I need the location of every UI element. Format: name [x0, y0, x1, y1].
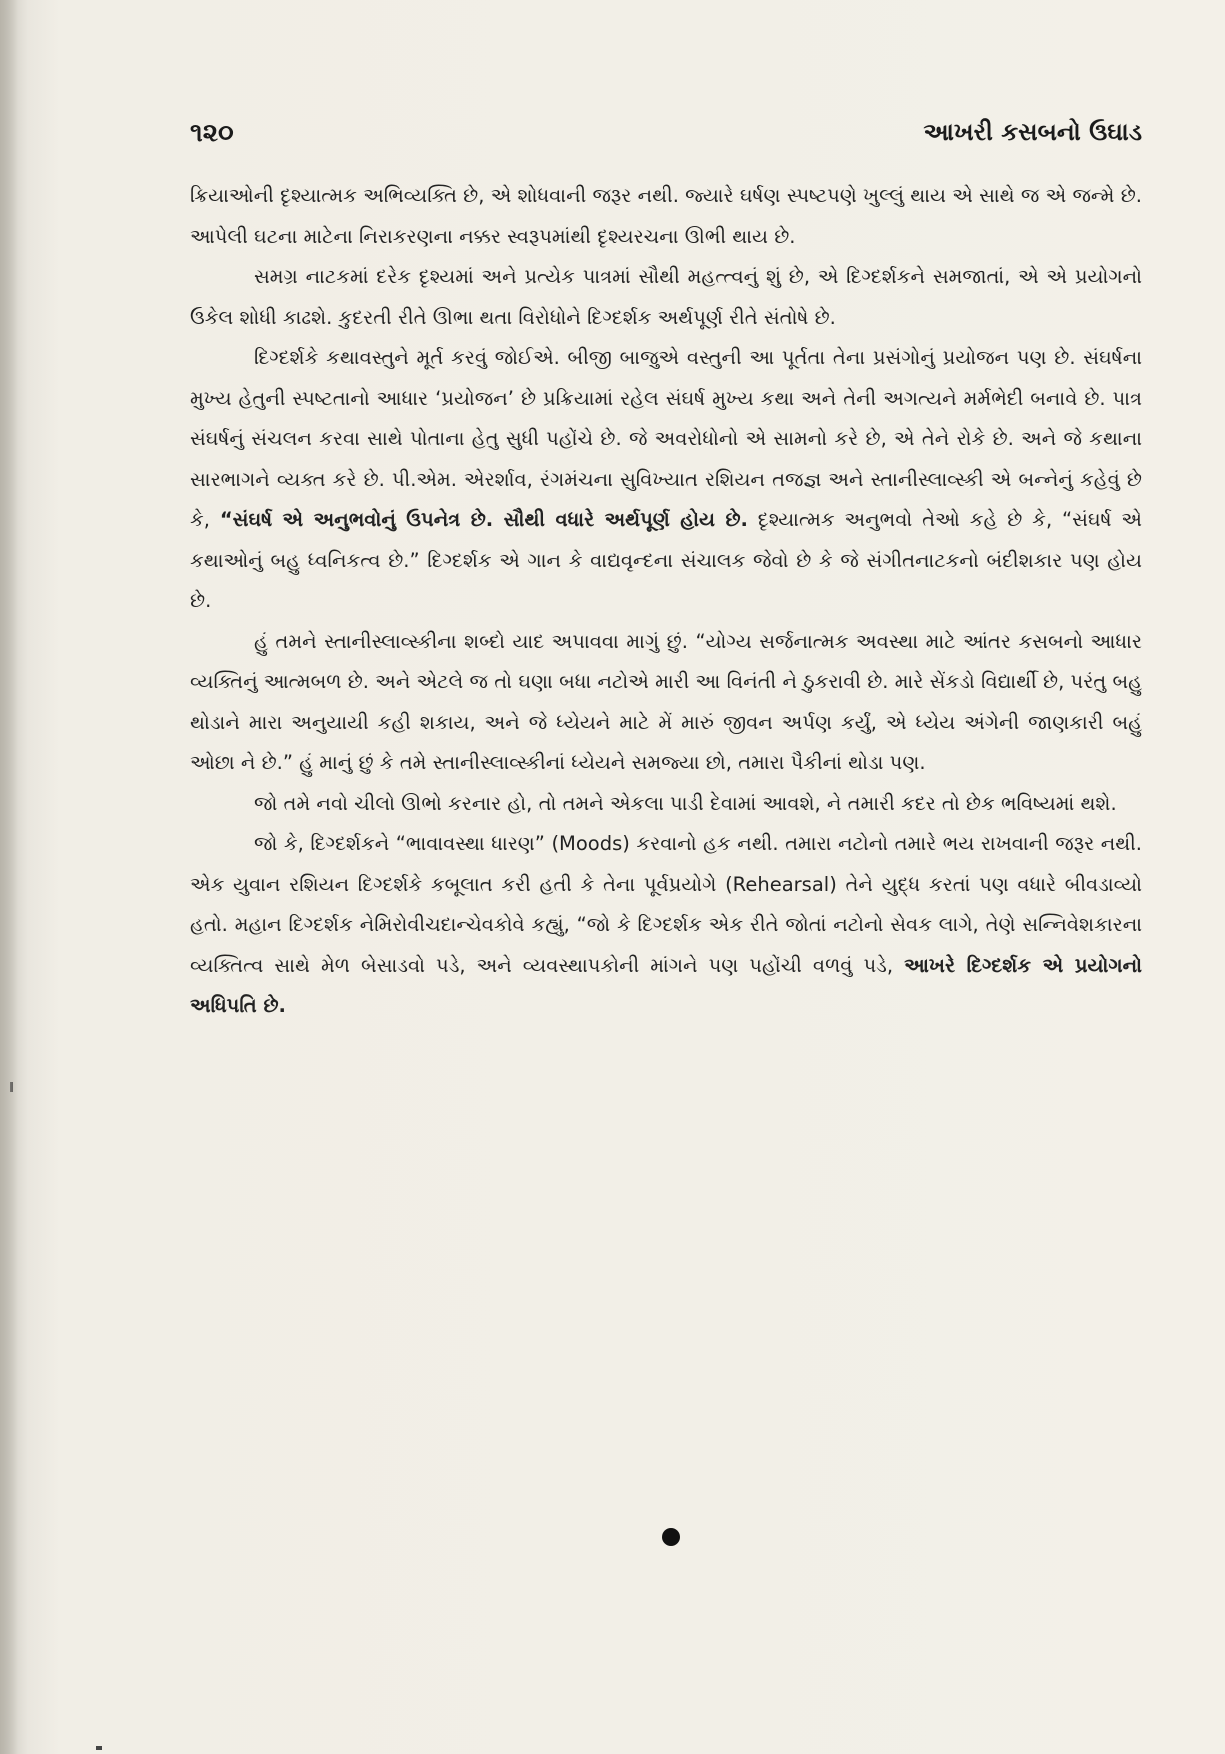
margin-mark	[96, 1746, 102, 1750]
bold-text: આખરે દિગ્દર્શક એ પ્રયોગનો અધિપતિ છે.	[190, 953, 1143, 1017]
paragraph	[190, 622, 1142, 784]
text-segment: દિગ્દર્શકે કથાવસ્તુને મૂર્ત કરવું જોઈએ. બીજી બાજુએ વસ્તુની આ પૂર્તતા તેના પ્રસંગોનું પ્રયોજન પણ છે. સંઘર્ષના મુખ્ય હેતુની સ્પષ્ટતાનો આધાર ‘પ્રયોજન’ છે પ્રક્રિયામાં રહેલ સંઘર્ષ મુખ્ય કથા અને તેની અગત્યને મર્મભેદી બનાવે છે. પાત્ર સંઘર્ષનું સંચલન કરવા સાથે પોતાના હેતુ સુધી પહોંચે છે. જે અવરોધોનો એ સામનો કરે છે, એ તેને રોકે છે. અને જે કથાના સારભાગને વ્યક્ત કરે છે. પી.એમ. એરર્શાવ, રંગમંચના સુવિખ્યાત રશિયન તજજ્ઞ અને સ્તાનીસ્લાવ્સ્કી એ બન્નેનું કહેવું છે કે,	[190, 346, 1142, 531]
bold-text: “સંઘર્ષ એ અનુભવોનું ઉપનેત્ર છે. સૌથી વધારે અર્થપૂર્ણ હોય છે.	[219, 508, 748, 531]
margin-mark	[10, 1082, 13, 1092]
paragraph	[190, 338, 1142, 622]
text-segment: સમગ્ર નાટકમાં દરેક દૃશ્યમાં અને પ્રત્યેક પાત્રમાં સૌથી મહત્ત્વનું શું છે, એ દિગ્દર્શકને સમજાતાં, એ એ પ્રયોગનો ઉકેલ શોધી કાઢશે. કુદરતી રીતે ઊભા થતા વિરોધોને દિગ્દર્શક અર્થપૂર્ણ રીતે સંતોષે છે.	[190, 265, 1142, 329]
paragraph	[190, 824, 1142, 1027]
section-end-bullet	[662, 1528, 680, 1546]
page-number: ૧૨૦	[190, 118, 234, 148]
text-segment: જો કે, દિગ્દર્શકને “ભાવાવસ્થા ધારણ” (Moods) કરવાનો હક નથી. તમારા નટોનો તમારે ભય રાખવાની જરૂર નથી. એક યુવાન રશિયન દિગ્દર્શકે કબૂલાત કરી હતી કે તેના પૂર્વપ્રયોગે (Rehearsal) તેને યુદ્ધ કરતાં પણ વધારે બીવડાવ્યો હતો. મહાન દિગ્દર્શક નેમિરોવીચદાન્ચેવકોવે કહ્યું, “જો કે દિગ્દર્શક એક રીતે જોતાં નટોનો સેવક લાગે, તેણે સન્નિવેશકારના વ્યક્તિત્વ સાથે મેળ બેસાડવો પડે, અને વ્યવસ્થાપકોની માંગને પણ પહોંચી વળવું પડે,	[190, 832, 1142, 977]
paragraph	[190, 176, 1142, 257]
text-segment: દૃશ્યાત્મક અનુભવો તેઓ કહે છે કે, “સંઘર્ષ એ કથાઓનું બહુ ધ્વનિકત્વ છે.” દિગ્દર્શક એ ગાન કે વાદ્યવૃન્દના સંચાલક જેવો છે કે જે સંગીતનાટકનો બંદીશકાર પણ હોય છે.	[190, 508, 1142, 612]
page-header	[190, 118, 1142, 158]
text-segment: ક્રિયાઓની દૃશ્યાત્મક અભિવ્યક્તિ છે, એ શોધવાની જરૂર નથી. જ્યારે ઘર્ષણ સ્પષ્ટપણે ખુલ્લું થાય એ સાથે જ એ જન્મે છે. આપેલી ઘટના માટેના નિરાકરણના નક્કર સ્વરૂપમાંથી દૃશ્યરચના ઊભી થાય છે.	[190, 184, 1142, 248]
running-head: આખરી કસબનો ઉઘાડ	[923, 118, 1142, 146]
paragraph	[190, 257, 1142, 338]
text-segment: જો તમે નવો ચીલો ઊભો કરનાર હો, તો તમને એકલા પાડી દેવામાં આવશે, ને તમારી કદર તો છેક ભવિષ્યમાં થશે.	[254, 791, 1117, 815]
text-segment: હું તમને સ્તાનીસ્લાવ્સ્કીના શબ્દો યાદ અપાવવા માગું છું. “યોગ્ય સર્જનાત્મક અવસ્થા માટે આંતર કસબનો આધાર વ્યક્તિનું આત્મબળ છે. અને એટલે જ તો ઘણા બધા નટોએ મારી આ વિનંતી ને ઠુકરાવી છે. મારે સેંકડો વિદ્યાર્થી છે, પરંતુ બહુ થોડાને મારા અનુયાયી કહી શકાય, અને જે ધ્યેયને માટે મેં મારું જીવન અર્પણ કર્યું, એ ધ્યેય અંગેની જાણકારી બહું ઓછા ને છે.” હું માનું છું કે તમે સ્તાનીસ્લાવ્સ્કીનાં ધ્યેયને સમજ્યા છો, તમારા પૈકીનાં થોડા પણ.	[190, 629, 1142, 774]
body-text	[190, 176, 1142, 1027]
paragraph	[190, 784, 1142, 825]
